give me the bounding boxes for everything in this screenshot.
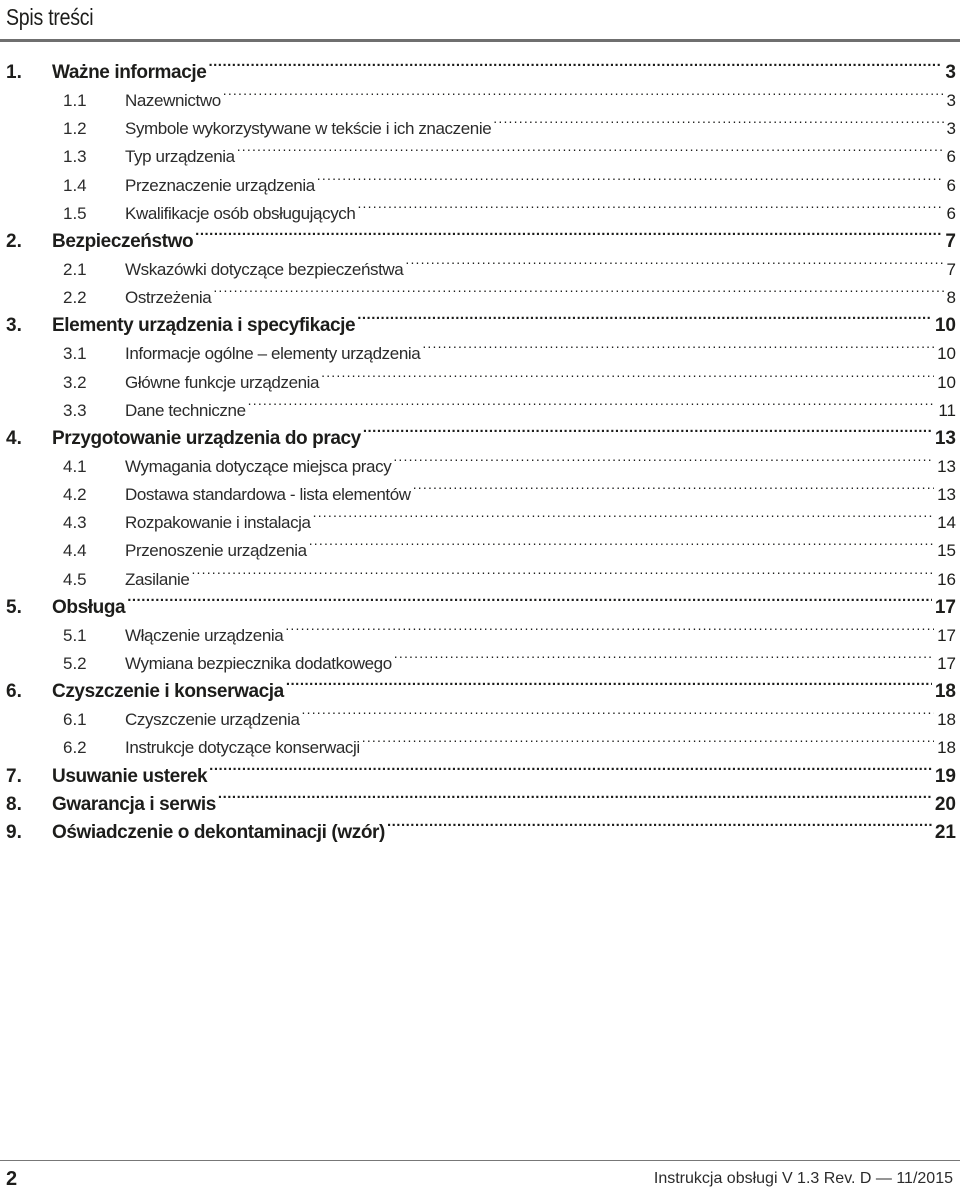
toc-dot-leader	[223, 90, 944, 106]
toc-entry-title: Gwarancja i serwis	[52, 793, 216, 815]
toc-entry-line	[52, 59, 956, 87]
toc-entry-line	[125, 284, 956, 312]
toc-dot-leader	[237, 146, 944, 162]
toc-entry-line	[125, 340, 956, 368]
toc-entry-number: 3.1	[63, 344, 87, 364]
toc-entry-line	[125, 256, 956, 284]
toc-dot-leader	[422, 343, 934, 359]
toc-entry-number: 6.2	[63, 738, 87, 758]
footer-page-number: 2	[6, 1168, 18, 1190]
toc-entry-number: 4.1	[63, 457, 87, 477]
toc-dot-leader	[213, 287, 943, 303]
toc-dot-leader	[309, 540, 934, 556]
toc-section-entry[interactable]	[0, 453, 960, 481]
toc-dot-leader	[493, 118, 943, 134]
toc-entry-line	[125, 622, 956, 650]
toc-dot-leader	[302, 709, 935, 725]
toc-entry-line	[125, 200, 956, 228]
toc-entry-page: 10	[937, 344, 956, 364]
toc-dot-leader	[286, 681, 932, 697]
toc-dot-leader	[387, 822, 932, 838]
toc-entry-line	[125, 115, 956, 143]
toc-entry-number: 2.1	[63, 260, 87, 280]
toc-entry-number: 1.4	[63, 175, 87, 195]
page-title: Spis treści	[6, 4, 94, 30]
toc-entry-line	[125, 734, 956, 762]
toc-dot-leader	[127, 597, 932, 613]
toc-entry-number: 1.1	[63, 91, 87, 111]
toc-section-entry[interactable]	[0, 622, 960, 650]
toc-chapter-entry[interactable]	[0, 228, 960, 256]
toc-dot-leader	[394, 653, 934, 669]
toc-entry-page: 10	[934, 315, 956, 337]
footer-divider	[0, 1160, 960, 1161]
toc-entry-page: 8	[946, 288, 956, 308]
toc-entry-page: 3	[946, 119, 956, 139]
toc-entry-title: Włączenie urządzenia	[125, 625, 284, 645]
toc-entry-line	[125, 143, 956, 171]
toc-entry-page: 15	[937, 541, 956, 561]
footer-document-info: Instrukcja obsługi V 1.3 Rev. D — 11/2015	[653, 1170, 953, 1187]
toc-entry-number: 3.3	[63, 400, 87, 420]
toc-entry-number: 5.	[6, 596, 22, 618]
toc-entry-number: 4.	[6, 427, 22, 449]
toc-entry-title: Instrukcje dotyczące konserwacji	[125, 738, 360, 758]
toc-entry-line	[52, 228, 956, 256]
toc-entry-number: 4.2	[63, 485, 87, 505]
toc-entry-line	[125, 369, 956, 397]
toc-section-entry[interactable]	[0, 143, 960, 171]
toc-entry-title: Ostrzeżenia	[125, 288, 212, 308]
toc-section-entry[interactable]	[0, 509, 960, 537]
toc-entry-line	[52, 791, 956, 819]
toc-dot-leader	[209, 766, 932, 782]
toc-chapter-entry[interactable]	[0, 791, 960, 819]
toc-entry-line	[125, 537, 956, 565]
toc-entry-line	[52, 425, 956, 453]
toc-entry-number: 4.3	[63, 513, 87, 533]
toc-entry-number: 9.	[6, 821, 22, 843]
toc-entry-number: 7.	[6, 765, 22, 787]
toc-dot-leader	[195, 231, 942, 247]
toc-section-entry[interactable]	[0, 256, 960, 284]
toc-entry-page: 17	[937, 625, 956, 645]
toc-dot-leader	[357, 203, 943, 219]
toc-section-entry[interactable]	[0, 369, 960, 397]
toc-entry-number: 1.2	[63, 119, 87, 139]
toc-entry-page: 19	[934, 765, 956, 787]
toc-chapter-entry[interactable]	[0, 594, 960, 622]
toc-entry-page: 10	[937, 372, 956, 392]
toc-entry-line	[52, 678, 956, 706]
toc-dot-leader	[393, 456, 934, 472]
toc-dot-leader	[321, 372, 934, 388]
toc-chapter-entry[interactable]	[0, 819, 960, 847]
toc-entry-title: Dostawa standardowa - lista elementów	[125, 485, 411, 505]
toc-entry-line	[125, 566, 956, 594]
toc-entry-title: Elementy urządzenia i specyfikacje	[52, 315, 356, 337]
toc-entry-title: Czyszczenie i konserwacja	[52, 681, 284, 703]
toc-entry-title: Obsługa	[52, 596, 126, 618]
toc-entry-title: Informacje ogólne – elementy urządzenia	[125, 344, 421, 364]
toc-entry-page: 18	[937, 710, 956, 730]
toc-chapter-entry[interactable]	[0, 59, 960, 87]
toc-entry-number: 4.4	[63, 541, 87, 561]
toc-dot-leader	[405, 259, 943, 275]
toc-entry-line	[125, 650, 956, 678]
toc-entry-number: 6.1	[63, 710, 87, 730]
toc-section-entry[interactable]	[0, 115, 960, 143]
table-of-contents	[0, 59, 960, 847]
toc-entry-title: Usuwanie usterek	[52, 765, 208, 787]
toc-entry-line	[125, 453, 956, 481]
toc-dot-leader	[218, 794, 932, 810]
toc-entry-title: Wymagania dotyczące miejsca pracy	[125, 457, 392, 477]
toc-entry-number: 1.5	[63, 203, 87, 223]
toc-entry-title: Typ urządzenia	[125, 147, 235, 167]
toc-chapter-entry[interactable]	[0, 312, 960, 340]
toc-entry-title: Kwalifikacje osób obsługujących	[125, 203, 356, 223]
toc-entry-line	[125, 481, 956, 509]
toc-entry-number: 5.1	[63, 625, 87, 645]
toc-entry-page: 17	[934, 596, 956, 618]
toc-entry-page: 13	[937, 485, 956, 505]
toc-dot-leader	[208, 62, 942, 78]
toc-dot-leader	[362, 737, 934, 753]
toc-entry-page: 17	[937, 654, 956, 674]
toc-section-entry[interactable]	[0, 481, 960, 509]
toc-entry-page: 3	[945, 62, 956, 84]
toc-entry-title: Dane techniczne	[125, 400, 246, 420]
toc-entry-page: 21	[934, 821, 956, 843]
toc-entry-title: Rozpakowanie i instalacja	[125, 513, 311, 533]
toc-dot-leader	[191, 569, 934, 585]
title-divider	[0, 39, 960, 42]
toc-entry-page: 11	[938, 400, 956, 420]
toc-section-entry[interactable]	[0, 284, 960, 312]
toc-dot-leader	[313, 512, 934, 528]
toc-entry-number: 3.2	[63, 372, 87, 392]
toc-entry-title: Wymiana bezpiecznika dodatkowego	[125, 654, 392, 674]
toc-entry-number: 3.	[6, 315, 22, 337]
toc-section-entry[interactable]	[0, 650, 960, 678]
toc-entry-line	[52, 819, 956, 847]
toc-section-entry[interactable]	[0, 397, 960, 425]
toc-entry-title: Przeznaczenie urządzenia	[125, 175, 315, 195]
toc-entry-page: 7	[945, 230, 956, 252]
toc-entry-page: 13	[937, 457, 956, 477]
toc-entry-line	[125, 172, 956, 200]
toc-section-entry[interactable]	[0, 706, 960, 734]
toc-entry-title: Zasilanie	[125, 569, 190, 589]
toc-entry-number: 1.	[6, 62, 22, 84]
toc-entry-title: Czyszczenie urządzenia	[125, 710, 300, 730]
toc-entry-number: 6.	[6, 681, 22, 703]
toc-entry-number: 2.2	[63, 288, 87, 308]
toc-entry-page: 20	[934, 793, 956, 815]
toc-entry-page: 3	[946, 91, 956, 111]
toc-entry-line	[52, 763, 956, 791]
toc-entry-title: Główne funkcje urządzenia	[125, 372, 320, 392]
toc-section-entry[interactable]	[0, 87, 960, 115]
toc-entry-number: 1.3	[63, 147, 87, 167]
toc-entry-title: Wskazówki dotyczące bezpieczeństwa	[125, 260, 404, 280]
toc-dot-leader	[413, 484, 934, 500]
toc-section-entry[interactable]	[0, 172, 960, 200]
toc-dot-leader	[363, 428, 932, 444]
toc-dot-leader	[285, 625, 934, 641]
toc-chapter-entry[interactable]	[0, 763, 960, 791]
toc-entry-title: Ważne informacje	[52, 62, 207, 84]
toc-entry-page: 18	[934, 681, 956, 703]
toc-entry-number: 8.	[6, 793, 22, 815]
toc-entry-title: Przygotowanie urządzenia do pracy	[52, 427, 361, 449]
toc-section-entry[interactable]	[0, 734, 960, 762]
toc-entry-title: Nazewnictwo	[125, 91, 221, 111]
toc-entry-line	[125, 509, 956, 537]
toc-dot-leader	[357, 315, 932, 331]
toc-entry-title: Bezpieczeństwo	[52, 230, 194, 252]
toc-section-entry[interactable]	[0, 537, 960, 565]
toc-section-entry[interactable]	[0, 200, 960, 228]
toc-entry-number: 5.2	[63, 654, 87, 674]
toc-entry-line	[125, 706, 956, 734]
toc-entry-title: Symbole wykorzystywane w tekście i ich znaczenie	[125, 119, 492, 139]
toc-entry-line	[52, 594, 956, 622]
toc-entry-page: 6	[946, 175, 956, 195]
toc-chapter-entry[interactable]	[0, 678, 960, 706]
toc-chapter-entry[interactable]	[0, 425, 960, 453]
toc-entry-title: Przenoszenie urządzenia	[125, 541, 307, 561]
toc-section-entry[interactable]	[0, 566, 960, 594]
toc-dot-leader	[248, 400, 936, 416]
toc-dot-leader	[317, 175, 944, 191]
toc-entry-page: 16	[937, 569, 956, 589]
toc-entry-title: Oświadczenie o dekontaminacji (wzór)	[52, 821, 385, 843]
toc-entry-page: 7	[946, 260, 956, 280]
toc-entry-number: 4.5	[63, 569, 87, 589]
toc-section-entry[interactable]	[0, 340, 960, 368]
toc-entry-page: 6	[946, 147, 956, 167]
toc-entry-line	[125, 87, 956, 115]
toc-entry-line	[125, 397, 956, 425]
toc-entry-page: 13	[934, 427, 956, 449]
toc-entry-line	[52, 312, 956, 340]
toc-entry-page: 14	[937, 513, 956, 533]
toc-entry-page: 6	[946, 203, 956, 223]
toc-entry-page: 18	[937, 738, 956, 758]
toc-entry-number: 2.	[6, 230, 22, 252]
